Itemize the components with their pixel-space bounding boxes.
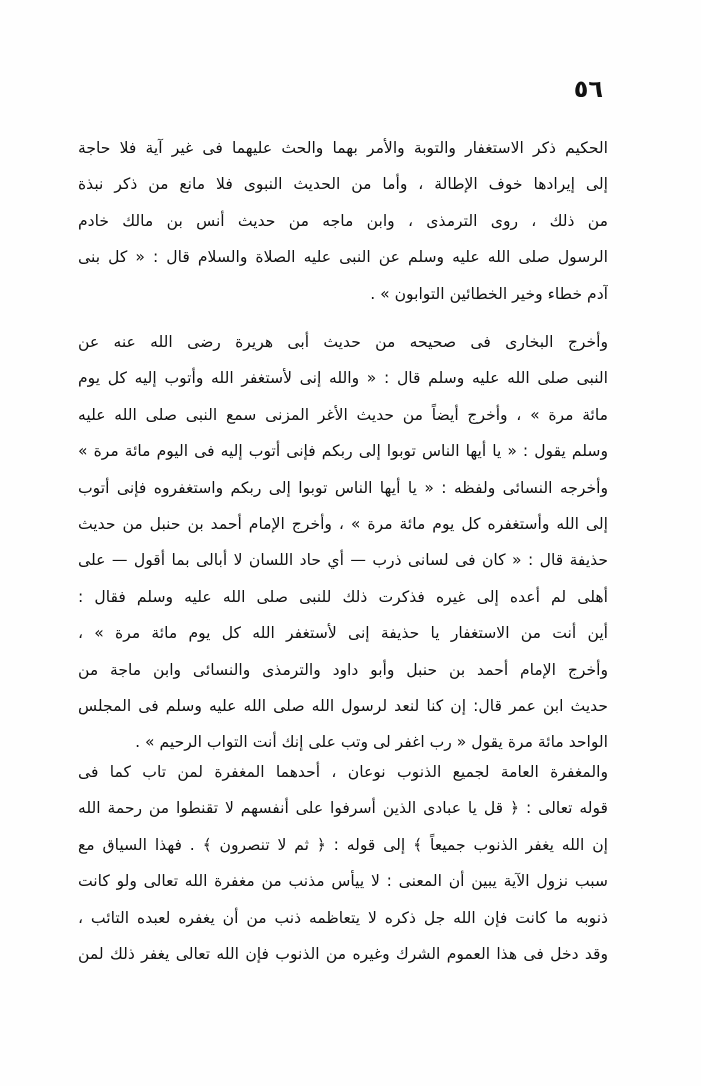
- text-line: الواحد مائة مرة يقول « رب اغفر لى وتب على إنك أنت التواب الرحيم » .: [135, 733, 608, 752]
- text-line: وأخرجه النسائى ولفظه : « يا أيها الناس توبوا إلى ربكم واستغفروه فإنى أتوب: [78, 478, 608, 497]
- text-line: مائة مرة » ، وأخرج أيضاً من حديث الأغر المزنى سمع النبى صلى الله عليه: [78, 405, 608, 424]
- text-line: سبب نزول الآية يبين أن المعنى : لا ييأس مذنب من مغفرة الله تعالى ولو كانت: [78, 872, 608, 891]
- text-line: حذيفة قال : « كان فى لسانى ذرب — أي حاد اللسان لا أبالى بما أقول — على: [78, 551, 608, 570]
- paragraph-3: [78, 754, 608, 972]
- text-line: وقد دخل فى هذا العموم الشرك وغيره من الذنوب فإن الله تعالى يغفر ذلك لمن: [78, 944, 608, 963]
- text-line: النبى صلى الله عليه وسلم قال : « والله إنى لأستغفر الله وأتوب إليه كل يوم: [78, 369, 608, 388]
- text-line: قوله تعالى : ﴿ قل يا عبادى الذين أسرفوا على أنفسهم لا تقنطوا من رحمة الله: [78, 799, 608, 818]
- paragraph-1: [78, 130, 608, 312]
- text-line: الرسول صلى الله عليه وسلم عن النبى عليه الصلاة والسلام قال : « كل بنى: [78, 248, 608, 267]
- text-line: إلى الله وأستغفره كل يوم مائة مرة » ، وأخرج الإمام أحمد بن حنبل من حديث: [78, 514, 608, 533]
- text-line: أهلى لم أعده إلى غيره فذكرت ذلك للنبى صلى الله عليه وسلم فقال :: [78, 587, 608, 606]
- text-line: إلى إيرادها خوف الإطالة ، وأما من الحديث النبوى فلا مانع من ذكر نبذة: [78, 175, 608, 194]
- text-line: إن الله يغفر الذنوب جميعاً ﴾ إلى قوله : ﴿ ثم لا تنصرون ﴾ . فهذا السياق مع: [78, 835, 608, 854]
- text-line: أين أنت من الاستغفار يا حذيفة إنى لأستغفر الله كل يوم مائة مرة » ،: [78, 624, 608, 643]
- text-line: ذنوبه ما كانت فإن الله جل ذكره لا يتعاظمه ذنب من أن يغفره لعبده التائب ،: [78, 908, 608, 927]
- text-line: من ذلك ، روى الترمذى ، وابن ماجه من حديث أنس بن مالك خادم: [78, 211, 608, 230]
- text-line: الحكيم ذكر الاستغفار والتوبة والأمر بهما والحث عليهما فى غير آية فلا حاجة: [78, 139, 608, 157]
- text-line: آدم خطاء وخير الخطائين التوابون » .: [370, 284, 608, 303]
- text-line: وأخرج الإمام أحمد بن حنبل وأبو داود والترمذى والنسائى وابن ماجة من: [78, 660, 608, 679]
- text-line: حديث ابن عمر قال: إن كنا لنعد لرسول الله صلى الله عليه وسلم فى المجلس: [78, 696, 608, 715]
- text-line: والمغفرة العامة لجميع الذنوب نوعان ، أحدهما المغفرة لمن تاب كما فى: [78, 763, 608, 781]
- text-line: وسلم يقول : « يا أيها الناس توبوا إلى ربكم فإنى أتوب إليه فى اليوم مائة مرة »: [78, 442, 608, 461]
- page-number: ٥٦: [573, 75, 603, 103]
- paragraph-2: [78, 324, 608, 761]
- text-line: وأخرج البخارى فى صحيحه من حديث أبى هريرة رضى الله عنه عن: [78, 333, 608, 351]
